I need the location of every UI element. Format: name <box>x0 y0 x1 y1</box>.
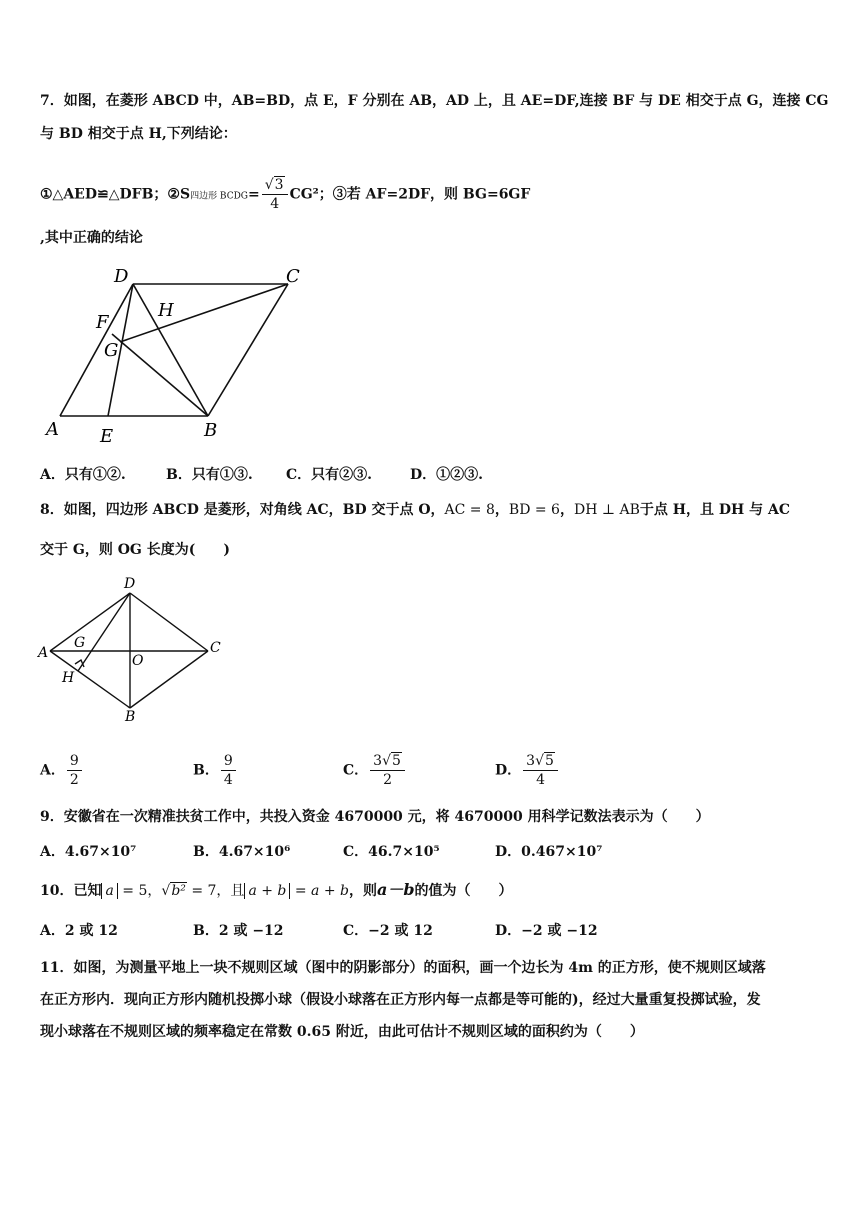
q10-eq7: = 7，且 <box>191 883 245 899</box>
q8-perp: DH ⊥ AB <box>573 502 640 518</box>
q7-area-subscript: 四边形 BCDG <box>190 191 248 202</box>
q8-option-c-rad: 5 <box>392 753 401 769</box>
q10-abs-ab: a + b <box>244 883 290 899</box>
q8-segment-DH <box>78 593 130 671</box>
q7-option-b[interactable]: B．只有①③. <box>166 467 253 483</box>
q7-label-G: G <box>104 340 119 361</box>
q7-fraction <box>262 176 288 213</box>
q10-abs-a: a <box>101 883 117 899</box>
q10-sqrt-b: b² <box>171 883 186 899</box>
q9-stem: 9．安徽省在一次精准扶贫工作中，共投入资金 4670000 元，将 4670000 用科学记数法表示为（ ） <box>40 809 710 825</box>
q8-label-O: O <box>132 653 144 669</box>
q8-option-b-letter: B． <box>193 762 219 779</box>
q11-stem-line1: 11．如图，为测量平地上一块不规则区域（图中的阴影部分）的面积，画一个边长为 4m 的正方形，使不规则区域落 <box>40 960 766 976</box>
q7-segment-BF <box>112 334 208 416</box>
q7-label-H: H <box>158 300 174 321</box>
sqrt-icon: √ <box>382 753 391 769</box>
q8-label-G: G <box>74 635 86 651</box>
q8-label-D: D <box>124 576 136 592</box>
q10-tail: 的值为（ ） <box>414 883 513 899</box>
sqrt-icon: √ <box>535 753 544 769</box>
q8-option-d-den: 4 <box>536 772 545 788</box>
q8-right-angle-mark <box>75 660 84 667</box>
q8-option-c-den: 2 <box>383 772 392 788</box>
q8-stem-line1 <box>40 500 790 520</box>
q8-sep2: ， <box>559 502 574 518</box>
q10-expr: a－b <box>376 880 415 899</box>
q8-stem-text: 8．如图，四边形 ABCD 是菱形，对角线 AC，BD 交于点 O， <box>40 502 445 518</box>
q8-edge-AD <box>50 593 130 651</box>
q8-option-b-den: 4 <box>223 772 233 788</box>
q8-option-b-num: 9 <box>221 752 236 771</box>
q11-stem-line3: 现小球落在不规则区域的频率稳定在常数 0.65 附近，由此可估计不规则区域的面积约为（ ） <box>40 1024 644 1040</box>
q10-prefix: 10．已知 <box>40 883 102 899</box>
q9-option-d[interactable]: D．0.467×10⁷ <box>495 844 603 860</box>
q8-option-a-num: 9 <box>67 752 82 771</box>
q7-figure <box>40 262 320 452</box>
q10-eq-ab: = a + b <box>294 883 349 899</box>
q7-label-E: E <box>100 426 114 447</box>
q7-conclusion-1: ①△AED≌△DFB；②S <box>40 186 191 203</box>
q7-label-D: D <box>114 266 129 287</box>
q7-edge-CB <box>208 284 288 416</box>
q8-option-a[interactable] <box>40 752 84 789</box>
q7-label-F: F <box>96 312 109 333</box>
q10-option-b[interactable]: B．2 或 −12 <box>193 923 284 939</box>
q7-label-C: C <box>286 266 300 287</box>
q8-option-a-den: 2 <box>69 772 79 788</box>
q10-option-d[interactable]: D．−2 或 −12 <box>495 923 598 939</box>
q10-option-c[interactable]: C．−2 或 12 <box>343 923 433 939</box>
q7-option-a[interactable]: A．只有①②. <box>40 467 126 483</box>
q8-sep1: ， <box>494 502 509 518</box>
q7-frac-den: 4 <box>270 196 280 212</box>
q8-label-C: C <box>210 640 221 656</box>
q7-equals: = <box>248 186 260 203</box>
q7-stem-line4: ,其中正确的结论 <box>40 230 143 246</box>
q8-stem-line2: 交于 G，则 OG 长度为( ) <box>40 542 230 558</box>
q7-conclusion-tail: CG²；③若 AF=2DF，则 BG=6GF <box>289 186 531 203</box>
q7-label-A: A <box>46 419 59 440</box>
q10-option-a[interactable]: A．2 或 12 <box>40 923 118 939</box>
q7-conclusions <box>40 176 530 213</box>
q11-stem-line2: 在正方形内．现向正方形内随机投掷小球（假设小球落在正方形内每一点都是等可能的)，经过大量重复投掷试验，发 <box>40 992 761 1008</box>
q8-option-b[interactable] <box>193 752 238 789</box>
q7-option-d[interactable]: D．①②③. <box>410 467 484 483</box>
q7-option-c[interactable]: C．只有②③. <box>286 467 373 483</box>
q8-option-d-rad: 5 <box>544 753 554 769</box>
q7-edge-AD <box>60 284 133 416</box>
q8-option-c[interactable] <box>343 752 407 789</box>
q8-option-d[interactable] <box>495 752 560 789</box>
q8-figure <box>36 574 236 724</box>
q10-stem <box>40 880 513 901</box>
q8-edge-DC <box>130 593 208 651</box>
q8-label-H: H <box>62 670 75 686</box>
q8-option-c-coef: 3 <box>373 753 383 769</box>
q8-bd: BD = 6 <box>508 502 560 518</box>
q8-label-B: B <box>125 709 136 724</box>
q8-option-d-letter: D． <box>495 762 522 779</box>
q7-segment-CG <box>120 284 288 342</box>
q10-eq5: = 5， <box>122 883 162 899</box>
q7-frac-num: 3 <box>274 177 284 193</box>
q9-option-b[interactable]: B．4.67×10⁶ <box>193 844 291 860</box>
q7-label-B: B <box>204 420 218 441</box>
sqrt-icon: √ <box>264 177 274 193</box>
q9-option-c[interactable]: C．46.7×10⁵ <box>343 844 440 860</box>
q8-label-A: A <box>38 645 49 661</box>
sqrt-icon: √ <box>161 883 171 899</box>
q10-mid: ，则 <box>348 883 377 899</box>
q9-option-a[interactable]: A．4.67×10⁷ <box>40 844 137 860</box>
q8-stem-tail: 于点 H，且 DH 与 AC <box>639 502 790 518</box>
q7-stem-line1: 7．如图，在菱形 ABCD 中，AB=BD，点 E，F 分别在 AB，AD 上，且 AE=DF,连接 BF 与 DE 相交于点 G，连接 CG <box>40 93 829 109</box>
q8-option-a-letter: A． <box>40 762 65 779</box>
q8-ac: AC = 8 <box>444 502 495 518</box>
q8-option-d-coef: 3 <box>526 753 536 769</box>
q7-stem-line2: 与 BD 相交于点 H,下列结论： <box>40 126 237 142</box>
q8-option-c-letter: C． <box>343 762 369 779</box>
